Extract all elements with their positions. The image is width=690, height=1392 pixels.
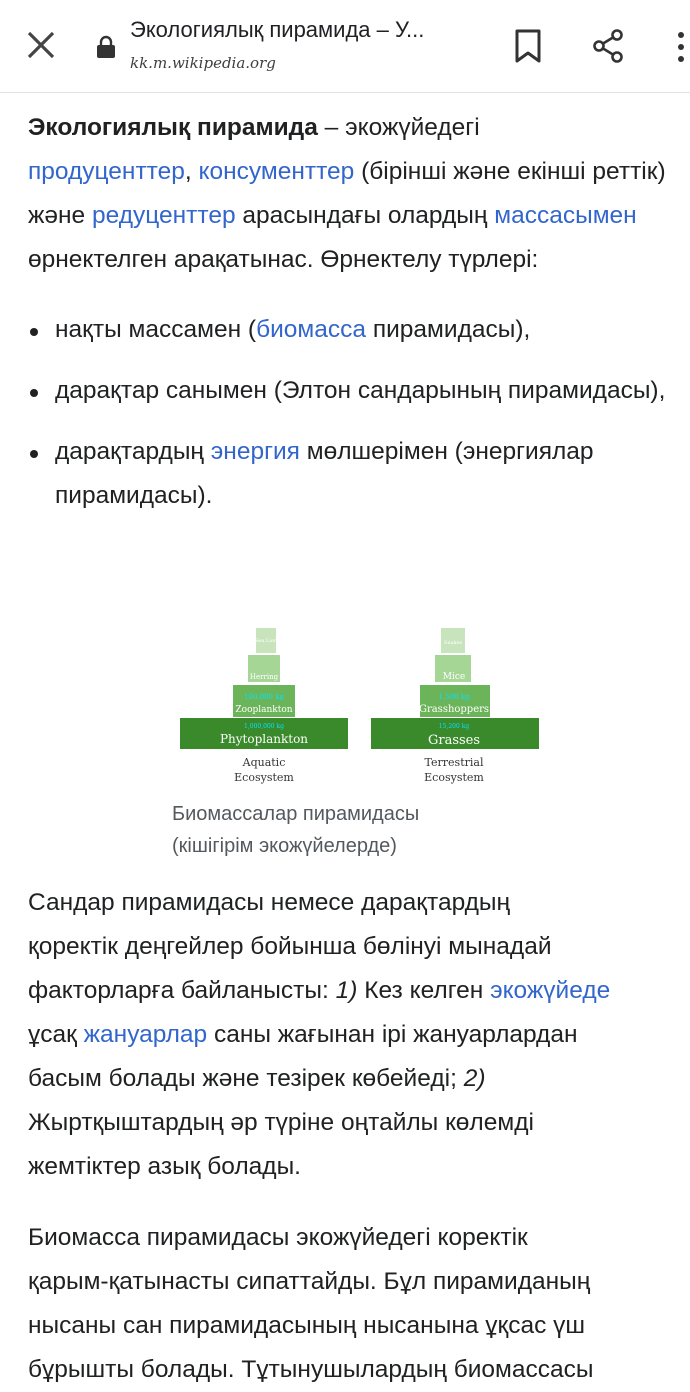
level-label: Mice: [442, 672, 466, 682]
text-line: [28, 1013, 690, 1057]
ecosystem-label: Terrestrial: [424, 756, 484, 769]
text-line: Жыртқыштардың әр түріне оңтайлы көлемді: [28, 1109, 534, 1136]
text-line: нысаны сан пирамидасының нысанына ұқсас үш: [28, 1312, 586, 1339]
level-label: Grasses: [427, 733, 481, 748]
text-part: Кез келген: [357, 977, 491, 1004]
more-options-icon[interactable]: [672, 30, 690, 64]
level-label: Grasshoppers: [418, 704, 490, 715]
level-label: Snakes: [443, 640, 463, 646]
close-icon[interactable]: [24, 28, 58, 62]
bullet-list: [28, 308, 690, 518]
pyramid-image: [170, 620, 550, 790]
ecosystem-label: Ecosystem: [424, 771, 484, 784]
text-part: факторларға байланысты:: [28, 977, 336, 1004]
intro-text: ,: [184, 158, 199, 185]
bold-term: Экологиялық пирамида: [28, 114, 318, 141]
text-part: саны жағынан ірі жануарлардан: [207, 1021, 578, 1048]
amount-label: 1,000,000 kg: [244, 723, 284, 730]
text-part: 1): [335, 977, 358, 1004]
link-producers[interactable]: продуценттер: [28, 158, 185, 185]
link-consumers[interactable]: консументтер: [198, 158, 355, 185]
list-item: [28, 369, 690, 413]
amount-label: 1,500 kg: [438, 693, 470, 701]
level-label: Zooplankton: [235, 705, 293, 715]
link-biomass[interactable]: биомасса: [256, 316, 367, 343]
list-text: мөлшерімен (энергиялар пирамидасы).: [55, 438, 594, 509]
text-line: жемтіктер азық болады.: [28, 1153, 301, 1180]
list-text: дарақтардың: [55, 438, 211, 465]
text-line: Сандар пирамидасы немесе дарақтардың: [28, 889, 511, 916]
level-label: Phytoplankton: [219, 732, 309, 746]
intro-paragraph: [28, 106, 690, 282]
text-line: қоректік деңгейлер бойынша бөлінуі мынадай: [28, 933, 552, 960]
intro-text: (бірінші және екінші реттік) және: [28, 158, 666, 229]
link-decomposers[interactable]: редуценттер: [91, 202, 236, 229]
text-part: 2): [463, 1065, 486, 1092]
intro-text: арасындағы олардың: [235, 202, 495, 229]
list-text: нақты массамен (: [55, 316, 257, 343]
link-animals[interactable]: жануарлар: [83, 1021, 208, 1048]
list-text: дарақтар санымен (Элтон сандарының пирамидасы),: [55, 377, 666, 404]
ecosystem-label: Ecosystem: [234, 771, 294, 784]
text-line: Биомасса пирамидасы экожүйедегі коректік: [28, 1224, 528, 1251]
link-ecosystem[interactable]: экожүйеде: [490, 977, 611, 1004]
article-intro: [28, 106, 690, 518]
text-line: бұрышты болады. Тұтынушылардың биомассасы: [28, 1356, 594, 1383]
text-line: қарым-қатынасты сипаттайды. Бұл пирамиданың: [28, 1268, 591, 1295]
link-mass[interactable]: массасымен: [494, 202, 637, 229]
list-item: [28, 430, 690, 518]
list-item: [28, 308, 690, 352]
figure-caption: Биомассалар пирамидасы (кішігірім экожүйелерде): [172, 803, 420, 857]
amount-label: 100,000 kg: [244, 693, 284, 701]
paragraph-biomass-pyramid: [28, 1216, 690, 1392]
browser-toolbar: [0, 0, 690, 93]
intro-text: – экожүйедегі: [317, 114, 480, 141]
amount-label: 15,200 kg: [438, 723, 470, 730]
text-part: басым болады және тезірек көбейеді;: [28, 1065, 464, 1092]
bookmark-icon[interactable]: [512, 28, 544, 64]
share-icon[interactable]: [590, 28, 626, 64]
text-part: ұсақ: [28, 1021, 84, 1048]
text-line: [28, 1057, 690, 1101]
paragraph-numbers-pyramid: [28, 881, 690, 1189]
level-label: Sea Lion: [254, 638, 278, 644]
page-title[interactable]: Экологиялық пирамида – У...: [130, 17, 425, 42]
list-text: пирамидасы),: [366, 316, 531, 343]
level-label: Herring: [249, 673, 279, 681]
lock-icon: [95, 35, 117, 59]
page-url[interactable]: kk.m.wikipedia.org: [130, 54, 276, 72]
text-line: [28, 969, 690, 1013]
link-energy[interactable]: энергия: [210, 438, 300, 465]
intro-text: өрнектелген арақатынас. Өрнектелу түрлері:: [28, 246, 539, 273]
ecosystem-label: Aquatic: [242, 756, 286, 769]
